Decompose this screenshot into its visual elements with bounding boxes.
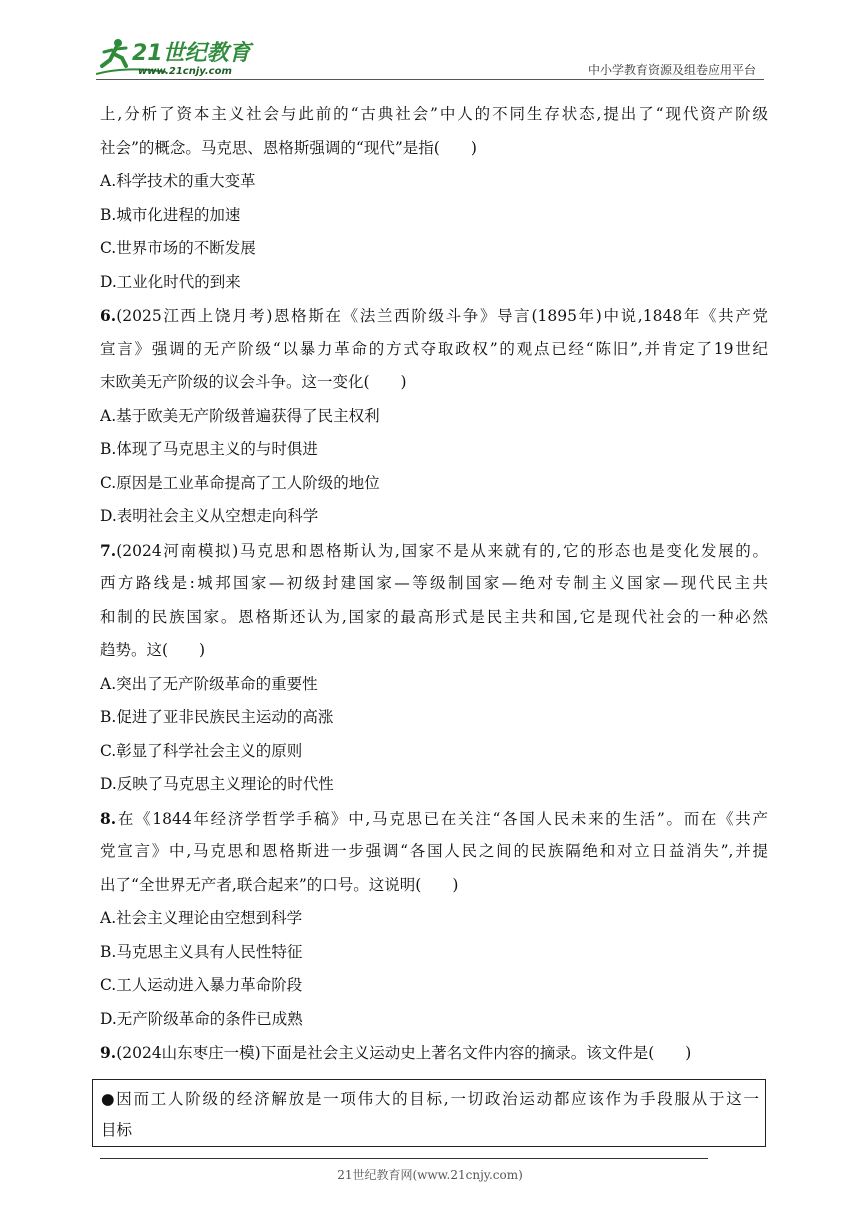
logo-url-text: www.21cnjy.com [138,66,232,77]
platform-name: 中小学教育资源及组卷应用平台 [587,63,756,77]
q7-option-d: D.反映了马克思主义理论的时代性 [100,775,334,793]
q5-option-b: B.城市化进程的加速 [100,205,241,224]
q8-stem-line: 党宣言》中,马克思和恩格斯进一步强调“各国人民之间的民族隔绝和对立日益消失”,并提 [100,842,768,860]
header-divider [96,79,764,80]
question-6 [100,299,768,534]
q5-stem-line: 社会”的概念。马克思、恩格斯强调的“现代”是指( ) [100,138,477,157]
question-8 [100,802,768,1037]
page-footer: 21世纪教育网(www.21cnjy.com) [337,1168,523,1182]
question-5-continued [100,98,768,299]
q5-option-a: A.科学技术的重大变革 [100,172,256,190]
q7-option-a: A.突出了无产阶级革命的重要性 [100,674,318,693]
q7-option-b: B.促进了亚非民族民主运动的高涨 [100,708,334,726]
q6-stem-line: 末欧美无产阶级的议会斗争。这一变化( ) [100,373,407,391]
q5-option-d: D.工业化时代的到来 [100,272,241,291]
q9-quote-box [92,1079,766,1147]
q9-quote-line: 目标 [101,1121,133,1139]
q6-option-a: A.基于欧美无产阶级普遍获得了民主权利 [100,406,380,425]
q9-stem-line: 9.(2024山东枣庄一模)下面是社会主义运动史上著名文件内容的摘录。该文件是( ) [100,1043,692,1062]
q6-stem-line: 宣言》强调的无产阶级“以暴力革命的方式夺取政权”的观点已经“陈旧”,并肯定了19世纪 [100,339,768,358]
q8-number: 8. [100,808,117,828]
page-header [0,0,860,82]
q5-option-c: C.世界市场的不断发展 [100,239,256,257]
footer-divider [100,1158,708,1159]
q7-stem-line: 和制的民族国家。恩格斯还认为,国家的最高形式是民主共和国,它是现代社会的一种必然 [100,607,768,626]
q8-option-b: B.马克思主义具有人民性特征 [100,942,303,961]
q6-option-c: C.原因是工业革命提高了工人阶级的地位 [100,473,380,492]
q7-stem-line: 西方路线是:城邦国家—初级封建国家—等级制国家—绝对专制主义国家—现代民主共 [100,574,768,592]
q7-stem-line: 7.(2024河南模拟)马克思和恩格斯认为,国家不是从来就有的,它的形态也是变化发展的。 [100,540,768,560]
q9-number: 9. [100,1043,117,1062]
q6-number: 6. [100,306,117,325]
site-logo [96,36,266,80]
q8-option-c: C.工人运动进入暴力革命阶段 [100,976,303,994]
q6-stem-line: 6.(2025江西上饶月考)恩格斯在《法兰西阶级斗争》导言(1895年)中说,1848年《共产党 [100,306,768,325]
q8-option-a: A.社会主义理论由空想到科学 [100,909,303,927]
question-content [100,98,768,1070]
q8-stem-line: 8.在《1844年经济学哲学手稿》中,马克思已在关注“各国人民未来的生活”。而在《共产 [100,808,768,828]
question-7 [100,534,768,802]
q7-option-c: C.彰显了科学社会主义的原则 [100,741,303,760]
q5-stem-line: 上,分析了资本主义社会与此前的“古典社会”中人的不同生存状态,提出了“现代资产阶级 [100,105,768,123]
q9-quote-line: ●因而工人阶级的经济解放是一项伟大的目标,一切政治运动都应该作为手段服从于这一 [101,1090,759,1108]
q6-option-b: B.体现了马克思主义的与时俱进 [100,440,318,458]
logo-main-text: 21世纪教育 [132,41,251,66]
q8-stem-line: 出了“全世界无产者,联合起来”的口号。这说明( ) [100,875,459,894]
q8-option-d: D.无产阶级革命的条件已成熟 [100,1009,303,1028]
q7-stem-line: 趋势。这( ) [100,641,206,659]
question-9 [100,1036,768,1070]
q6-option-d: D.表明社会主义从空想走向科学 [100,507,319,525]
q7-number: 7. [100,540,117,560]
